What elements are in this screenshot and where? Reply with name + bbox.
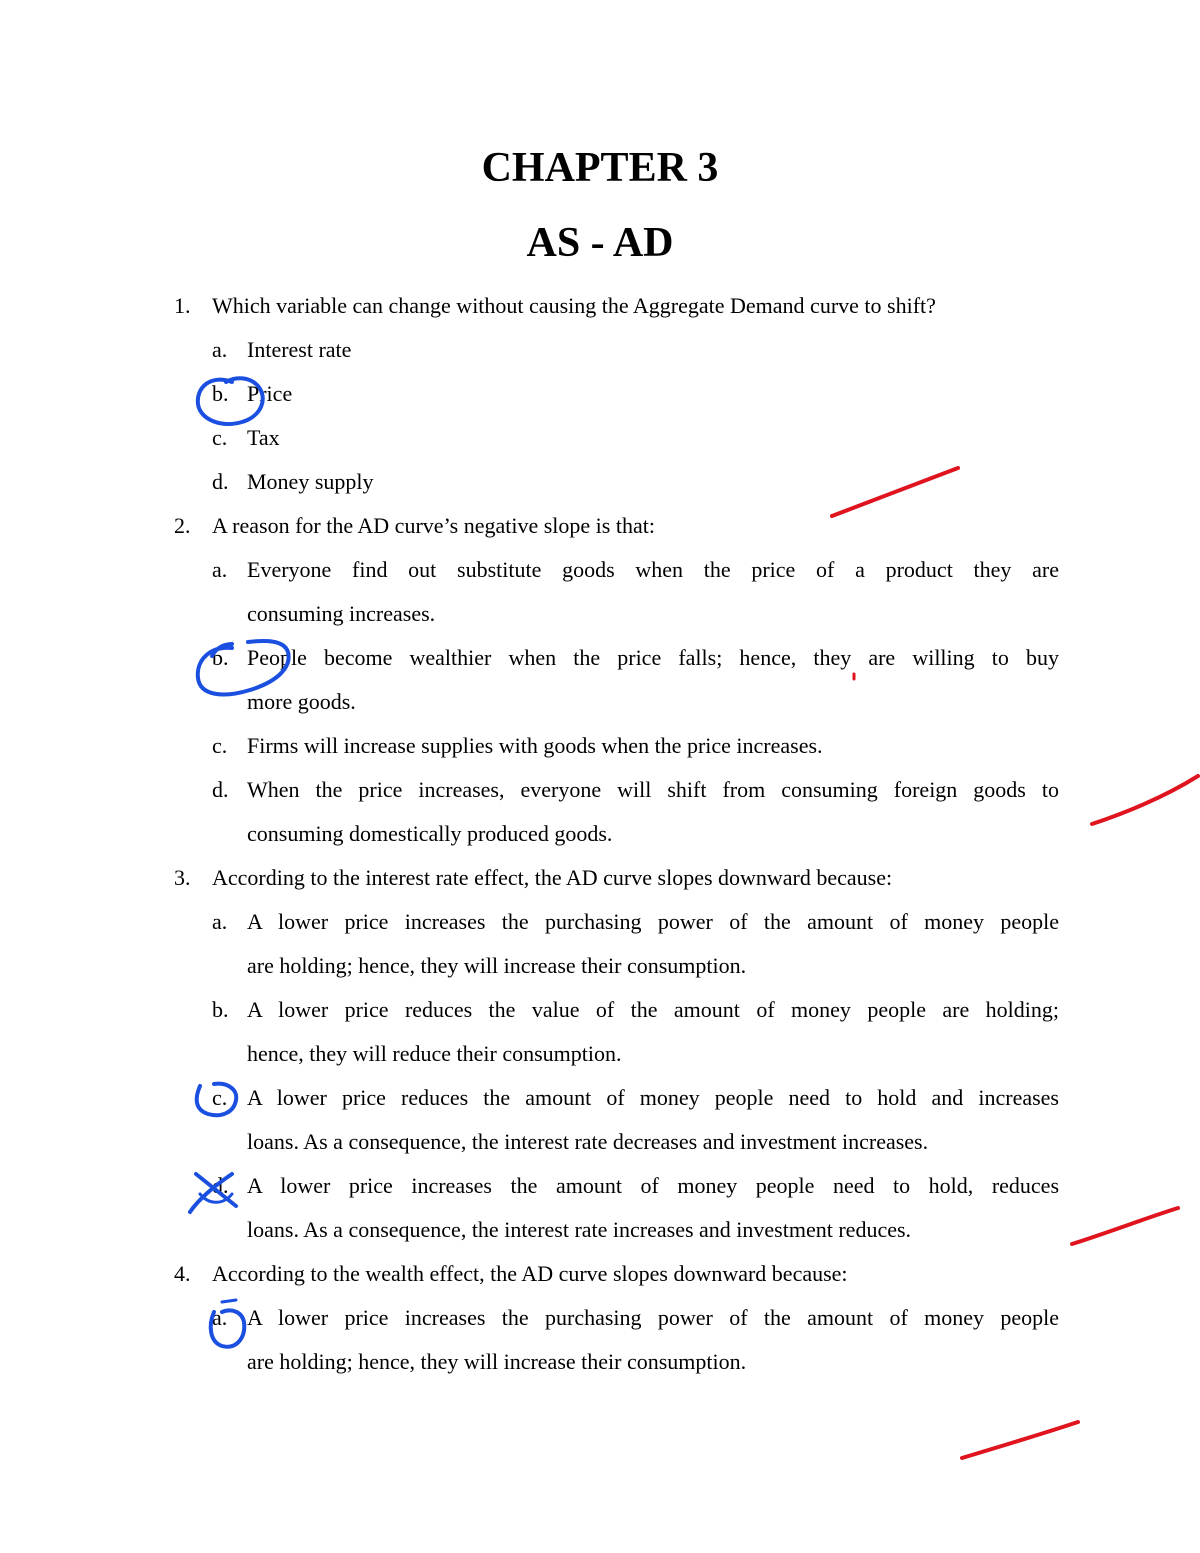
option-text: A lower price increases the amount of money people need to hold, reduces (247, 1173, 1059, 1198)
question-text: A reason for the AD curve’s negative slope is that: (212, 513, 655, 538)
option-text: Firms will increase supplies with goods when the price increases. (247, 733, 823, 758)
option-letter: d. (212, 777, 229, 802)
option-text-continued: are holding; hence, they will increase their consumption. (247, 1349, 747, 1374)
option-text: A lower price reduces the value of the amount of money people are holding; (247, 997, 1059, 1022)
red-mark-2 (1092, 776, 1198, 824)
chapter-subtitle: AS - AD (526, 220, 674, 266)
red-mark-4 (962, 1422, 1078, 1458)
option-letter: a. (212, 557, 228, 582)
option-text: Tax (247, 425, 280, 450)
question-number: 2. (174, 513, 191, 538)
red-mark-3 (1072, 1208, 1178, 1244)
option-letter: d. (212, 1173, 229, 1198)
option-letter: b. (212, 645, 229, 670)
option-text: Price (247, 381, 293, 406)
option-text: When the price increases, everyone will shift from consuming foreign goods to (247, 777, 1059, 802)
option-text-continued: consuming increases. (247, 601, 436, 626)
option-letter: a. (212, 1305, 228, 1330)
option-letter: a. (212, 337, 228, 362)
option-letter: b. (212, 997, 229, 1022)
option-text-continued: loans. As a consequence, the interest rate decreases and investment increases. (247, 1129, 929, 1154)
option-letter: a. (212, 909, 228, 934)
option-letter: d. (212, 469, 229, 494)
question-number: 3. (174, 865, 191, 890)
option-letter: b. (212, 381, 229, 406)
question-text: According to the wealth effect, the AD curve slopes downward because: (212, 1261, 848, 1286)
option-text-continued: more goods. (247, 689, 356, 714)
option-letter: c. (212, 1085, 228, 1110)
option-text-continued: are holding; hence, they will increase their consumption. (247, 953, 747, 978)
option-text: People become wealthier when the price falls; hence, they are willing to buy (247, 645, 1059, 670)
answer-dash-q4 (222, 1300, 236, 1302)
question-text: Which variable can change without causing the Aggregate Demand curve to shift? (212, 293, 936, 318)
question-number: 4. (174, 1261, 191, 1286)
option-letter: c. (212, 425, 228, 450)
question-number: 1. (174, 293, 191, 318)
option-text: Money supply (247, 469, 374, 494)
option-text: A lower price increases the purchasing power of the amount of money people (247, 909, 1059, 934)
chapter-title: CHAPTER 3 (481, 145, 719, 191)
option-text: A lower price reduces the amount of money people need to hold and increases (247, 1085, 1059, 1110)
option-text-continued: hence, they will reduce their consumption. (247, 1041, 622, 1066)
option-text-continued: loans. As a consequence, the interest rate increases and investment reduces. (247, 1217, 912, 1242)
question-text: According to the interest rate effect, the AD curve slopes downward because: (212, 865, 893, 890)
option-text: Interest rate (247, 337, 352, 362)
option-text: A lower price increases the purchasing power of the amount of money people (247, 1305, 1059, 1330)
option-letter: c. (212, 733, 228, 758)
option-text-continued: consuming domestically produced goods. (247, 821, 613, 846)
option-text: Everyone find out substitute goods when the price of a product they are (247, 557, 1059, 582)
